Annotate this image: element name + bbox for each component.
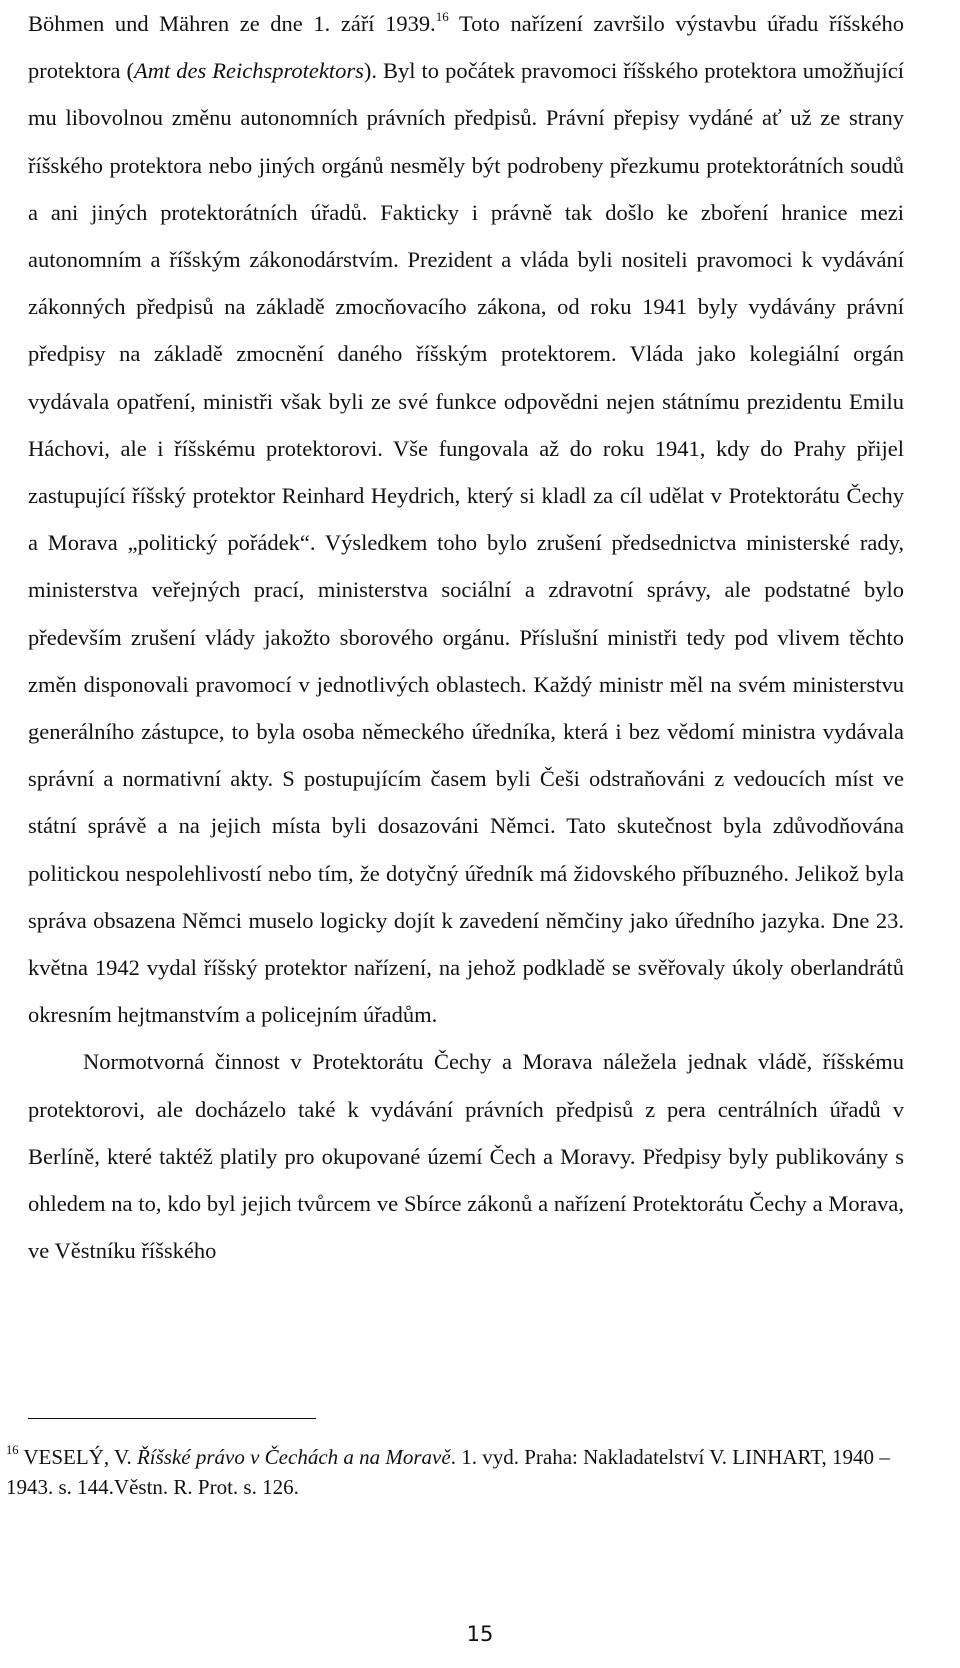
- paragraph-1-text-b: Toto nařízení završilo výstavbu úřadu říšského protektora (: [28, 11, 904, 84]
- footnote-title: Říšské právo v Čechách a na Moravě: [136, 1445, 451, 1469]
- page-number: 15: [466, 1622, 494, 1646]
- footnote-author: VESELÝ, V.: [18, 1445, 137, 1469]
- footnote-separator: [28, 1418, 316, 1419]
- paragraph-2: Normotvorná činnost v Protektorátu Čechy a Morava náležela jednak vládě, říšskému protektorovi, ale docházelo také k vydávání právních předpisů z pera centrálních úřadů v Berlíně, které taktéž platily pro okupované území Čech a Moravy. Předpisy byly publikovány s ohledem na to, kdo byl jejich tvůrcem ve Sbírce zákonů a nařízení Protektorátu Čechy a Morava, ve Věstníku říšského: [28, 1049, 904, 1264]
- paragraph-1-text-a: Böhmen und Mähren ze dne 1. září 1939.: [28, 11, 436, 36]
- footnote-details: . 1. vyd. Praha: Nakladatelství V. LINHART, 1940 – 1943. s. 144.Věstn. R. Prot. s. 126.: [6, 1445, 890, 1499]
- paragraph-1: [28, 0, 904, 1038]
- body-text: [28, 0, 904, 1274]
- footnote-number: 16: [6, 1443, 19, 1457]
- footnote-reference: 16: [435, 8, 449, 24]
- paragraph-1-text-c: ). Byl to počátek pravomoci říšského protektora umožňující mu libovolnou změnu autonomních právních předpisů. Právní přepisy vydáné ať už ze strany říšského protektora nebo jiných orgánů nesměly být podrobeny přezkumu protektorátních soudů a ani jiných protektorátních úřadů. Fakticky i právně tak došlo ke zboření hranice mezi autonomním a říšským zákonodárstvím. Prezident a vláda byli nositeli pravomoci k vydávání zákonných předpisů na základě zmocňovacího zákona, od roku 1941 byly vydávány právní předpisy na základě zmocnění daného říšským protektorem. Vláda jako kolegiální orgán vydávala opatření, ministři však byli ze své funkce odpovědni nejen státnímu prezidentu Emilu Háchovi, ale i říšskému protektorovi. Vše fungovala až do roku 1941, kdy do Prahy přijel zastupující říšský protektor Reinhard Heydrich, který si kladl za cíl udělat v Protektorátu Čechy a Morava „politický pořádek“. Výsledkem toho bylo zrušení předsednictva ministerské rady, ministerstva veřejných prací, ministerstva sociální a zdravotní správy, ale podstatné bylo především zrušení vlády jakožto sborového orgánu. Příslušní ministři tedy pod vlivem těchto změn disponovali pravomocí v jednotlivých oblastech. Každý ministr měl na svém ministerstvu generálního zástupce, to byla osoba německého úředníka, která i bez vědomí ministra vydávala správní a normativní akty. S postupujícím časem byli Češi odstraňováni z vedoucích míst ve státní správě a na jejich místa byli dosazováni Němci. Tato skutečnost byla zdůvodňována politickou nespolehlivostí nebo tím, že dotyčný úředník má židovského příbuzného. Jelikož byla správa obsazena Němci muselo logicky dojít k zavedení němčiny jako úředního jazyka. Dne 23. května 1942 vydal říšský protektor nařízení, na jehož podkladě se svěřovaly úkoly oberlandrátů okresním hejtmanstvím a policejním úřadům.: [28, 58, 904, 1028]
- paragraph-1-italic-term: Amt des Reichsprotektors: [133, 58, 364, 84]
- footnote: [6, 1442, 906, 1502]
